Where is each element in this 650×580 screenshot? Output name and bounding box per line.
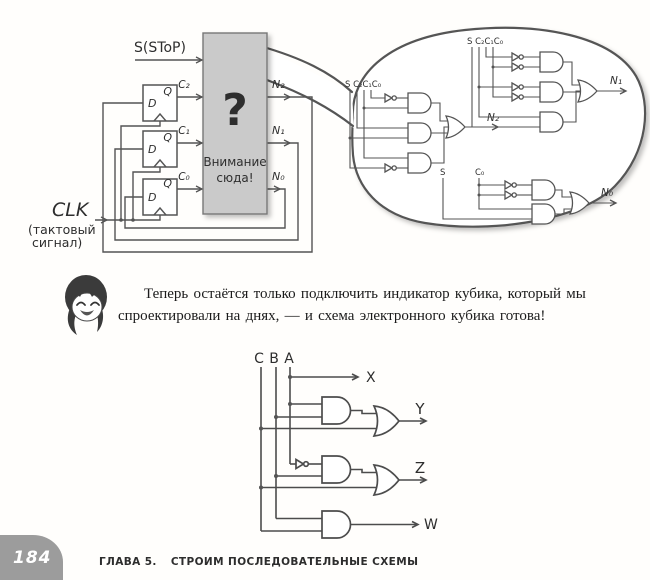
mystery-box	[203, 33, 267, 214]
n1-label: N₁	[272, 124, 285, 137]
ff2-q-label: Q	[163, 131, 172, 144]
n2-output-label: N₂	[487, 112, 500, 124]
n2-inputs-label: S C₂C₁C₀	[345, 80, 382, 90]
c1-label: C₁	[178, 125, 190, 137]
n0-label: N₀	[272, 170, 285, 183]
chapter-label: ГЛАВА 5.	[99, 556, 157, 568]
ff3-d-label: D	[148, 191, 157, 204]
chapter-footer	[99, 556, 418, 568]
chapter-title: СТРОИМ ПОСЛЕДОВАТЕЛЬНЫЕ СХЕМЫ	[170, 556, 419, 568]
n0-input-c-label: C₀	[475, 168, 485, 178]
ff1-d-label: D	[148, 97, 157, 110]
clk-caption-1: (тактовый	[28, 222, 96, 237]
input-b-label: B	[269, 351, 279, 367]
output-y-label: Y	[415, 400, 425, 418]
counter-circuit-diagram	[0, 0, 650, 270]
page-number-badge	[0, 535, 63, 580]
question-mark: ?	[222, 85, 248, 136]
output-w-label: W	[424, 517, 438, 533]
ff2-d-label: D	[148, 143, 157, 156]
n1-output-label: N₁	[610, 75, 623, 87]
output-z-label: Z	[414, 459, 426, 477]
dialogue-line-1: Теперь остаётся только подключить индикатор кубика, который мы	[144, 286, 586, 302]
c0-label: C₀	[178, 171, 190, 183]
dice-indicator-circuit	[225, 345, 450, 550]
dialogue-row	[58, 272, 642, 336]
ff1-q-label: Q	[163, 85, 172, 98]
clk-label: CLK	[52, 199, 89, 221]
c2-label: C₂	[178, 79, 190, 91]
page-number: 184	[13, 547, 52, 568]
output-x-label: X	[366, 370, 376, 386]
input-c-label: C	[254, 351, 264, 367]
n0-input-s-label: S	[440, 168, 446, 178]
indicator-arrowheads	[352, 374, 426, 528]
indicator-wires	[261, 367, 426, 531]
stop-signal-label: S(SToP)	[134, 40, 186, 56]
ff3-q-label: Q	[163, 177, 172, 190]
clk-caption-2: сигнал)	[32, 235, 83, 250]
attention-caption-2: сюда!	[216, 171, 254, 185]
dialogue-line-2: спроектировали на днях, — и схема электронного кубика готова!	[118, 307, 546, 324]
flip-flops	[143, 85, 177, 215]
n0-output-label: N₀	[601, 187, 614, 199]
indicator-inverter	[296, 460, 308, 469]
n2-label: N₂	[272, 78, 285, 91]
attention-caption-1: Внимание	[203, 155, 267, 169]
input-a-label: A	[284, 351, 294, 367]
indicator-gates	[322, 397, 399, 538]
dialogue-text	[118, 284, 642, 328]
n1-inputs-label: S C₂C₁C₀	[467, 37, 504, 47]
character-avatar	[58, 272, 114, 336]
